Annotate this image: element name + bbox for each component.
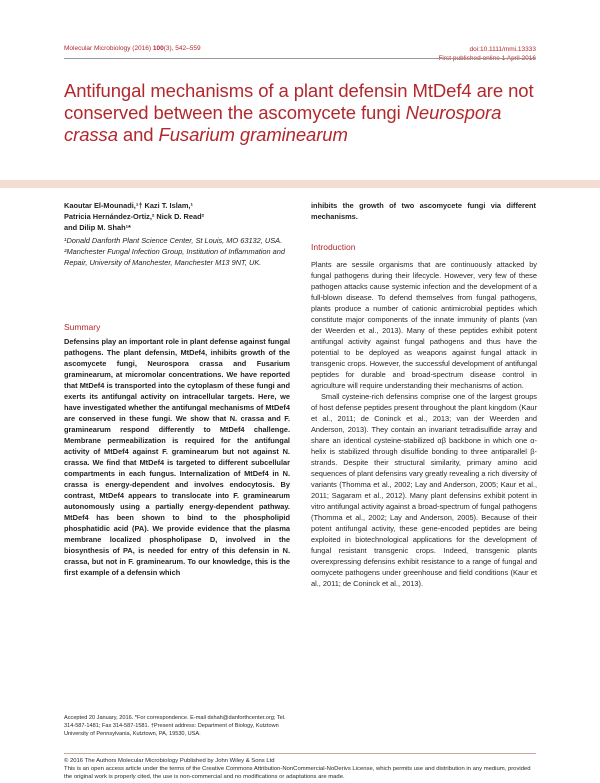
accepted-footnote: Accepted 20 January, 2016. *For correspondence. E-mail dshah@danforthcenter.org; Tel. 314-587-1481; Fax 314-587-1581. †Present address: Department of Biology, Kutztown University of Pennsylvania, Kutztown, PA, 19530, USA.	[64, 715, 286, 737]
title-band	[0, 180, 600, 188]
first-published: First published online 1 April 2016	[438, 55, 536, 62]
title-and: and	[117, 124, 159, 145]
journal-volume: 100	[152, 45, 164, 52]
summary-continued: inhibits the growth of two ascomycete fungi via different mechanisms.	[311, 201, 536, 221]
introduction-heading: Introduction	[311, 242, 356, 252]
header-rule	[64, 58, 536, 59]
doi-block	[438, 45, 536, 63]
author-line-1: Kaoutar El-Mounadi,¹† Kazi T. Islam,¹	[64, 201, 193, 210]
journal-issue-pages: (3), 542–559	[163, 45, 201, 52]
copyright-line: © 2016 The Authors Molecular Microbiology Published by John Wiley & Sons Ltd	[64, 758, 275, 764]
affiliations	[64, 235, 289, 268]
affiliation-2: ²Manchester Fungal Infection Group, Institution of Inflammation and Repair, University of Manchester, Manchester M13 9NT, UK.	[64, 247, 286, 267]
summary-text: Defensins play an important role in plant defense against fungal pathogens. The plant defensin, MtDef4, inhibits growth of the ascomycete fungi, Neurospora crassa and Fusarium graminearum, at micromolar concentrations. We have reported that MtDef4 is transported into the cytoplasm of these fungi and exerts its antifungal activity on intracellular targets. Here, we have investigated whether the antifungal mechanisms of MtDef4 are conserved in these fungi. We show that N. crassa and F. graminearum respond differently to MtDef4 challenge. Membrane permeabilization is required for the antifungal activity of MtDef4 against F. graminearum but not against N. crassa. We find that MtDef4 is targeted to different subcellular compartments in each fungus. Internalization of MtDef4 in N. crassa is energy-dependent and involves endocytosis. By contrast, MtDef4 appears to translocate into F. graminearum autonomously using a partially energy-dependent pathway. MtDef4 has been shown to bind to the phospholipid phosphatidic acid (PA). We provide evidence that the plasma membrane localized phospholipase D, involved in the biosynthesis of PA, is needed for entry of this defensin in N. crassa, but not in F. graminearum. To our knowledge, this is the first example of a defensin which	[64, 337, 290, 577]
author-list	[64, 200, 289, 233]
title-species-2: Fusarium graminearum	[158, 124, 348, 145]
intro-paragraph-2: Small cysteine-rich defensins comprise one of the largest groups of host defense peptides present throughout the plant kingdom (Kaur et al., 2011; de Coninck et al., 2013; van der Weerden and Anderson, 2013). They contain an invariant tetradisulfide array and share an identical cysteine-stabilized αβ backbone in which one α-helix is stabilized through disulfide bonding to three antiparallel β-strands. Despite their structural similarity, primary amino acid sequences of plant defensins vary greatly revealing a rich diversity of variants (Thomma et al., 2002; Lay and Anderson, 2005; Kaur et al., 2011; Sagaram et al., 2012). Many plant defensins exhibit potent in vitro antifungal activity against a broad-spectrum of fungal pathogens (Thomma et al., 2002; Lay and Anderson, 2005). Because of their potent antifungal activity, these gene-encoded peptides are being exploited in biotechnological applications for the development of fungal resistant transgenic crops. Indeed, transgenic plants overexpressing defensins exhibit resistance to a range of fungal and oomycete pathogens under greenhouse and field conditions (Kaur et al., 2011; de Coninck et al., 2013).	[311, 392, 537, 588]
title-text: Antifungal mechanisms of a plant defensin MtDef4 are not conserved between the ascomycete fungi	[64, 80, 534, 123]
affiliation-1: ¹Donald Danforth Plant Science Center, St Louis, MO 63132, USA.	[64, 236, 283, 245]
doi-link[interactable]: doi:10.1111/mmi.13333	[469, 46, 536, 53]
introduction-text	[311, 259, 537, 589]
title-species-1: Neurospora crassa	[64, 102, 502, 145]
footer-rule	[64, 753, 536, 754]
intro-paragraph-1: Plants are sessile organisms that are continuously attacked by fungal pathogens during their lifecycle. However, very few of these pathogen attacks cause systemic infection and the development of a full-blown disease. To defend themselves from fungal pathogens, plants produce a number of cationic antimicrobial peptides which constitute major components of the innate immunity of plants (van der Weerden et al., 2013). Many of these peptides exhibit potent antifungal activity against fungal pathogens and thus have the potential to be deployed as weapons against fungal attack in transgenic crops. However, the successful development of antifungal peptides for durable and broad-spectrum disease control in agriculture will require understanding their mechanisms of action.	[311, 260, 537, 390]
journal-header	[64, 45, 201, 52]
journal-prefix: Molecular Microbiology (2016)	[64, 45, 153, 52]
license-text: This is an open access article under the terms of the Creative Commons Attribution-NonCommercial-NoDerivs License, which permits use and distribution in any medium, provided the original work is properly cited, the use is non-commercial and no modifications or adaptations are made.	[64, 766, 531, 780]
summary-heading: Summary	[64, 322, 101, 332]
author-line-2: Patricia Hernández-Ortiz,² Nick D. Read²	[64, 212, 205, 221]
author-line-3: and Dilip M. Shah¹*	[64, 223, 131, 232]
license-footer	[64, 757, 536, 781]
article-title	[64, 80, 534, 146]
